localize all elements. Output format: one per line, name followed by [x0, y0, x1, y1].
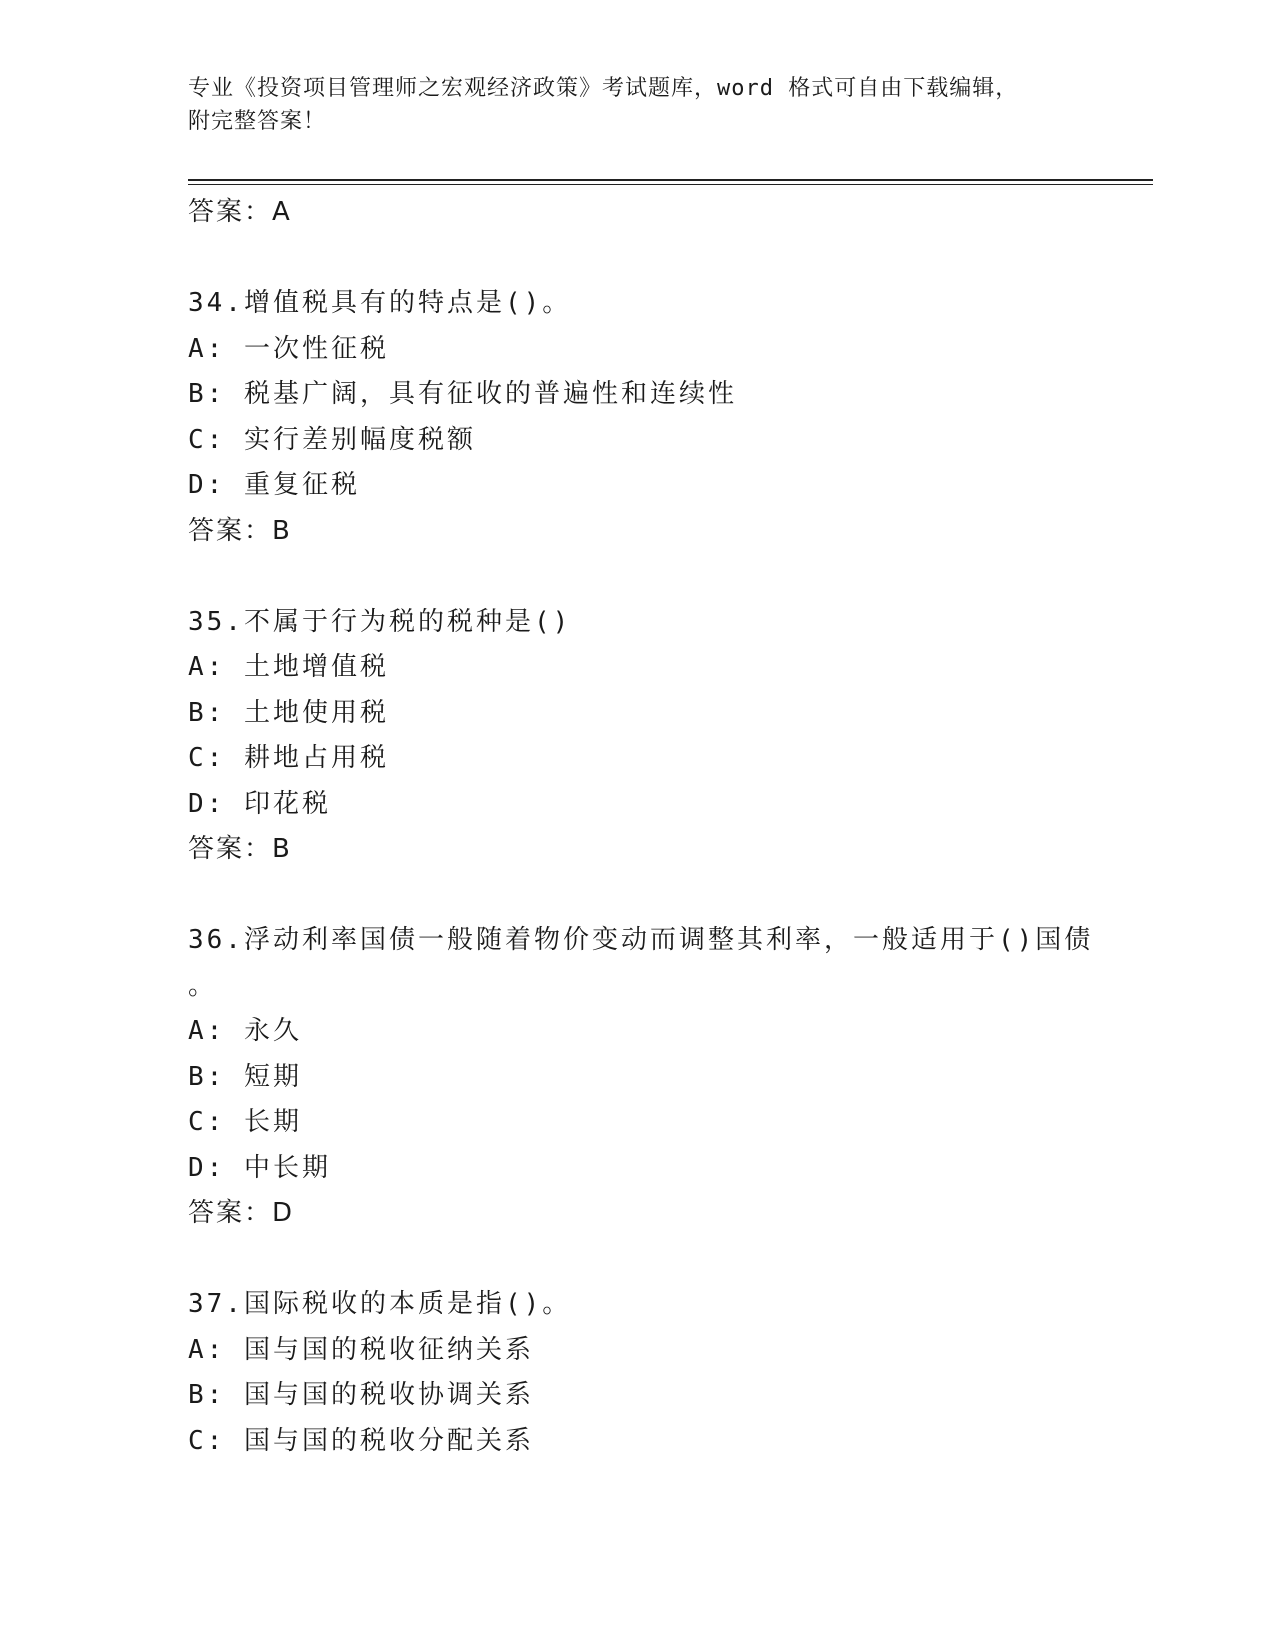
option-c: C: 长期 — [188, 1107, 302, 1137]
question-stem: 36.浮动利率国债一般随着物价变动而调整其利率，一般适用于()国债 — [188, 925, 1094, 955]
option-b: B: 国与国的税收协调关系 — [188, 1380, 534, 1410]
option-d: D: 印花税 — [188, 788, 331, 819]
option-b: B: 土地使用税 — [188, 697, 389, 728]
header-divider-thick — [188, 179, 1153, 181]
question-37 — [188, 1282, 1153, 1464]
header-divider-thin — [188, 184, 1153, 185]
header-line-1: 专业《投资项目管理师之宏观经济政策》考试题库，word 格式可自由下载编辑， — [188, 76, 1019, 101]
answer: 答案：B — [188, 515, 292, 546]
option-c: C: 国与国的税收分配关系 — [188, 1425, 534, 1456]
question-stem: 35.不属于行为税的税种是() — [188, 606, 572, 637]
option-a: A: 国与国的税收征纳关系 — [188, 1334, 534, 1365]
option-d: D: 重复征税 — [188, 470, 360, 500]
option-c: C: 耕地占用税 — [188, 743, 389, 773]
question-stem: 37.国际税收的本质是指()。 — [188, 1289, 572, 1319]
question-36 — [188, 918, 1153, 1237]
document-header — [188, 72, 1088, 138]
spacer — [188, 236, 1153, 282]
option-b: B: 税基广阔，具有征收的普遍性和连续性 — [188, 379, 737, 409]
answer: 答案：B — [188, 834, 292, 864]
question-35 — [188, 600, 1153, 873]
question-34 — [188, 281, 1153, 554]
header-line-2: 附完整答案！ — [188, 109, 327, 134]
option-a: A: 永久 — [188, 1016, 302, 1046]
option-c: C: 实行差别幅度税额 — [188, 424, 476, 455]
option-a: A: 一次性征税 — [188, 333, 389, 364]
answer: 答案：D — [188, 1198, 295, 1228]
option-d: D: 中长期 — [188, 1152, 331, 1183]
option-b: B: 短期 — [188, 1061, 302, 1092]
previous-answer: 答案：A — [188, 197, 292, 227]
spacer — [188, 1237, 1153, 1283]
question-list — [188, 190, 1153, 1464]
option-a: A: 土地增值税 — [188, 652, 389, 682]
question-stem: 34.增值税具有的特点是()。 — [188, 288, 572, 318]
question-stem-continuation: 。 — [188, 970, 215, 1001]
spacer — [188, 873, 1153, 919]
spacer — [188, 554, 1153, 600]
